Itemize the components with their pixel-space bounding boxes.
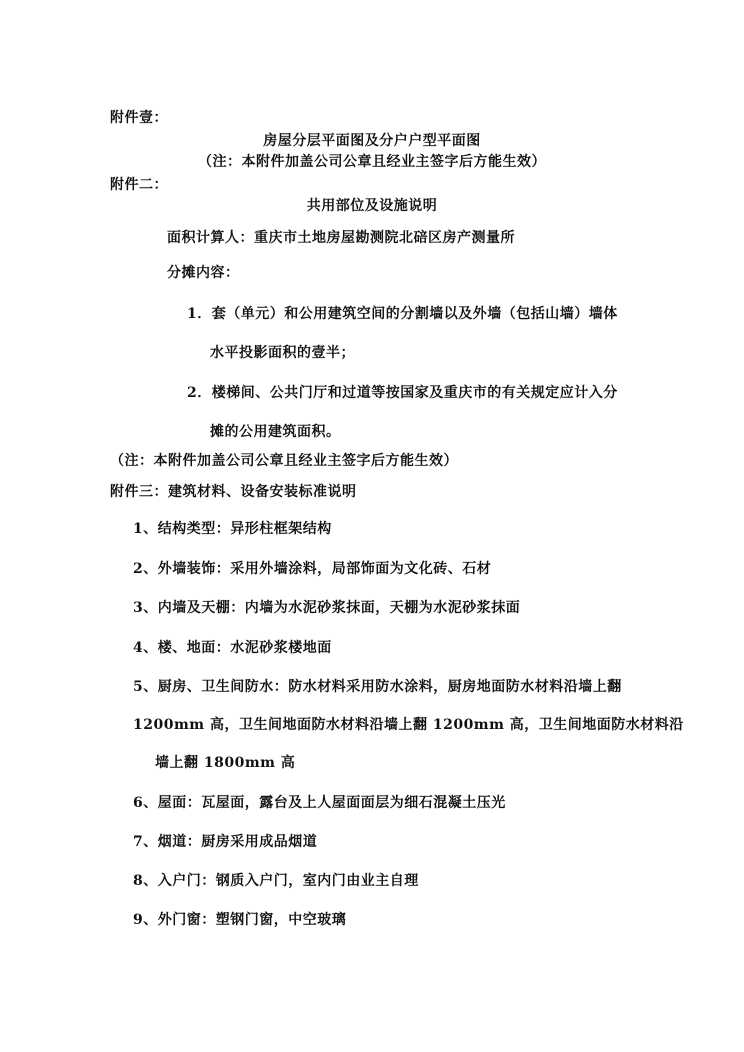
standard-item-3: 3、内墙及天棚：内墙为水泥砂浆抹面，天棚为水泥砂浆抹面 (133, 600, 521, 616)
allocation-label: 分摊内容： (167, 265, 240, 281)
standard-item-5: 5、厨房、卫生间防水：防水材料采用防水涂料，厨房地面防水材料沿墙上翻 (133, 679, 622, 695)
standard-item-4: 4、楼、地面：水泥砂浆楼地面 (133, 640, 332, 656)
area-calculator: 面积计算人：重庆市土地房屋勘测院北碚区房产测量所 (167, 230, 515, 246)
allocation-item-1: 1．套（单元）和公用建筑空间的分割墙以及外墙（包括山墙）墙体 (187, 306, 618, 322)
standard-item-5-cont-2: 墙上翻 1800mm 高 (155, 755, 296, 771)
attachment2-title: 共用部位及设施说明 (306, 198, 438, 214)
attachment2-heading: 附件二： (110, 177, 168, 193)
standard-item-2: 2、外墙装饰：采用外墙涂料，局部饰面为文化砖、石材 (133, 561, 492, 577)
standard-item-9: 9、外门窗：塑钢门窗，中空玻璃 (133, 912, 347, 928)
allocation-item-2-cont: 摊的公用建筑面积。 (210, 424, 341, 440)
allocation-item-1-cont: 水平投影面积的壹半； (210, 345, 355, 361)
attachment1-note: （注：本附件加盖公司公章且经业主签字后方能生效） (198, 154, 546, 170)
attachment1-title: 房屋分层平面图及分户户型平面图 (263, 133, 481, 149)
standard-item-6: 6、屋面：瓦屋面，露台及上人屋面面层为细石混凝土压光 (133, 795, 506, 811)
standard-item-5-cont-1: 1200mm 高，卫生间地面防水材料沿墙上翻 1200mm 高，卫生间地面防水材料沿 (133, 717, 684, 733)
standard-item-8: 8、入户门：钢质入户门，室内门由业主自理 (133, 873, 419, 889)
attachment1-heading: 附件壹： (110, 110, 168, 126)
standard-item-7: 7、烟道：厨房采用成品烟道 (133, 834, 318, 850)
attachment3-heading: 附件三：建筑材料、设备安装标准说明 (110, 484, 357, 500)
attachment2-note: （注：本附件加盖公司公章且经业主签字后方能生效） (110, 453, 458, 469)
allocation-item-2: 2．楼梯间、公共门厅和过道等按国家及重庆市的有关规定应计入分 (187, 385, 618, 401)
standard-item-1: 1、结构类型：异形柱框架结构 (133, 521, 332, 537)
